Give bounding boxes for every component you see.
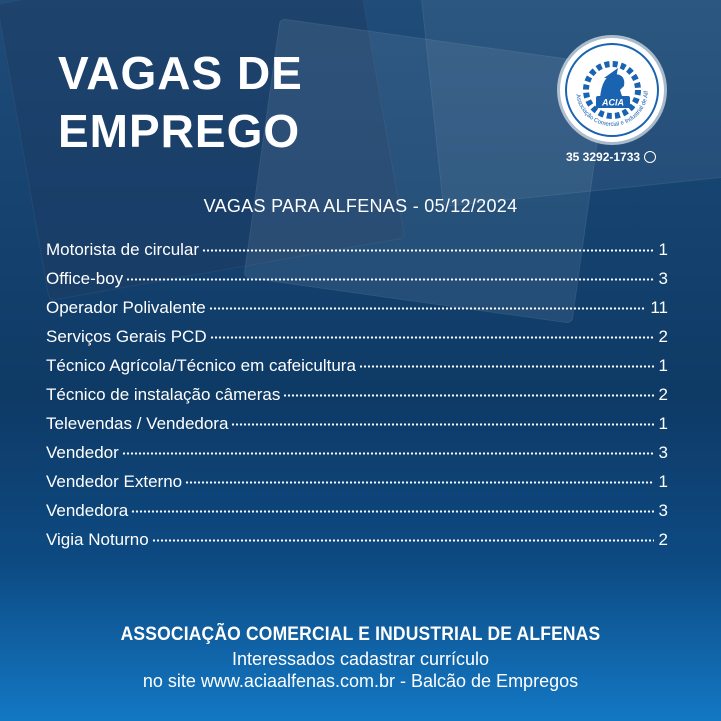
footer-instructions: Interessados cadastrar currículo (231, 649, 490, 669)
acia-logo (560, 38, 664, 142)
job-count: 2 (658, 530, 668, 549)
dot-leader (122, 451, 654, 456)
job-row (46, 298, 668, 327)
job-title: Vigia Noturno (46, 530, 149, 549)
dot-leader (209, 306, 647, 311)
job-count: 1 (658, 472, 668, 491)
dot-leader (210, 335, 654, 340)
dot-leader (202, 248, 654, 253)
job-title: Office-boy (46, 269, 124, 288)
job-title: Vendedor (46, 443, 119, 462)
dot-leader (231, 422, 654, 427)
job-title: Motorista de circular (46, 240, 200, 259)
job-row (46, 443, 668, 472)
dot-leader (152, 538, 654, 543)
dot-leader (126, 277, 654, 282)
job-count: 2 (658, 327, 668, 346)
footer-org: ASSOCIAÇÃO COMERCIAL E INDUSTRIAL DE ALFENAS (120, 624, 601, 645)
whatsapp-icon (644, 151, 656, 163)
phone-number: 35 3292-1733 (566, 150, 641, 164)
job-row (46, 501, 668, 530)
dot-leader (359, 364, 654, 369)
dot-leader (283, 393, 654, 398)
dot-leader (131, 509, 654, 514)
job-row (46, 530, 668, 559)
logo-text: ACIA (602, 97, 624, 108)
job-title: Vendedora (46, 501, 129, 520)
contact-phone[interactable] (566, 150, 656, 164)
job-title: Serviços Gerais PCD (46, 327, 207, 346)
job-row (46, 240, 668, 269)
footer-website[interactable]: no site www.aciaalfenas.com.br - Balcão de Empregos (142, 671, 579, 691)
acia-gear-logo-icon (560, 38, 664, 142)
job-title: Operador Polivalente (46, 298, 206, 317)
job-count: 3 (658, 269, 668, 288)
job-title: Televendas / Vendedora (46, 414, 229, 433)
job-title: Técnico de instalação câmeras (46, 385, 281, 404)
job-list (46, 240, 668, 559)
job-row (46, 472, 668, 501)
dot-leader (185, 480, 654, 485)
job-count: 2 (658, 385, 668, 404)
job-row (46, 385, 668, 414)
job-row (46, 327, 668, 356)
vacancies-subtitle: VAGAS PARA ALFENAS - 05/12/2024 (203, 196, 518, 216)
job-count: 1 (658, 414, 668, 433)
job-count: 3 (658, 443, 668, 462)
logo-ring-text: Associação Comercial e Industrial de Alf (574, 90, 650, 129)
poster-title (58, 44, 303, 160)
job-count: 1 (658, 240, 668, 259)
job-title: Vendedor Externo (46, 472, 183, 491)
job-title: Técnico Agrícola/Técnico em cafeicultura (46, 356, 356, 375)
job-count: 3 (658, 501, 668, 520)
job-row (46, 356, 668, 385)
job-count: 11 (650, 298, 668, 317)
job-row (46, 269, 668, 298)
title-line-2: EMPREGO (58, 105, 301, 157)
job-row (46, 414, 668, 443)
title-line-1: VAGAS DE (58, 47, 303, 99)
footer (0, 624, 721, 692)
job-count: 1 (658, 356, 668, 375)
